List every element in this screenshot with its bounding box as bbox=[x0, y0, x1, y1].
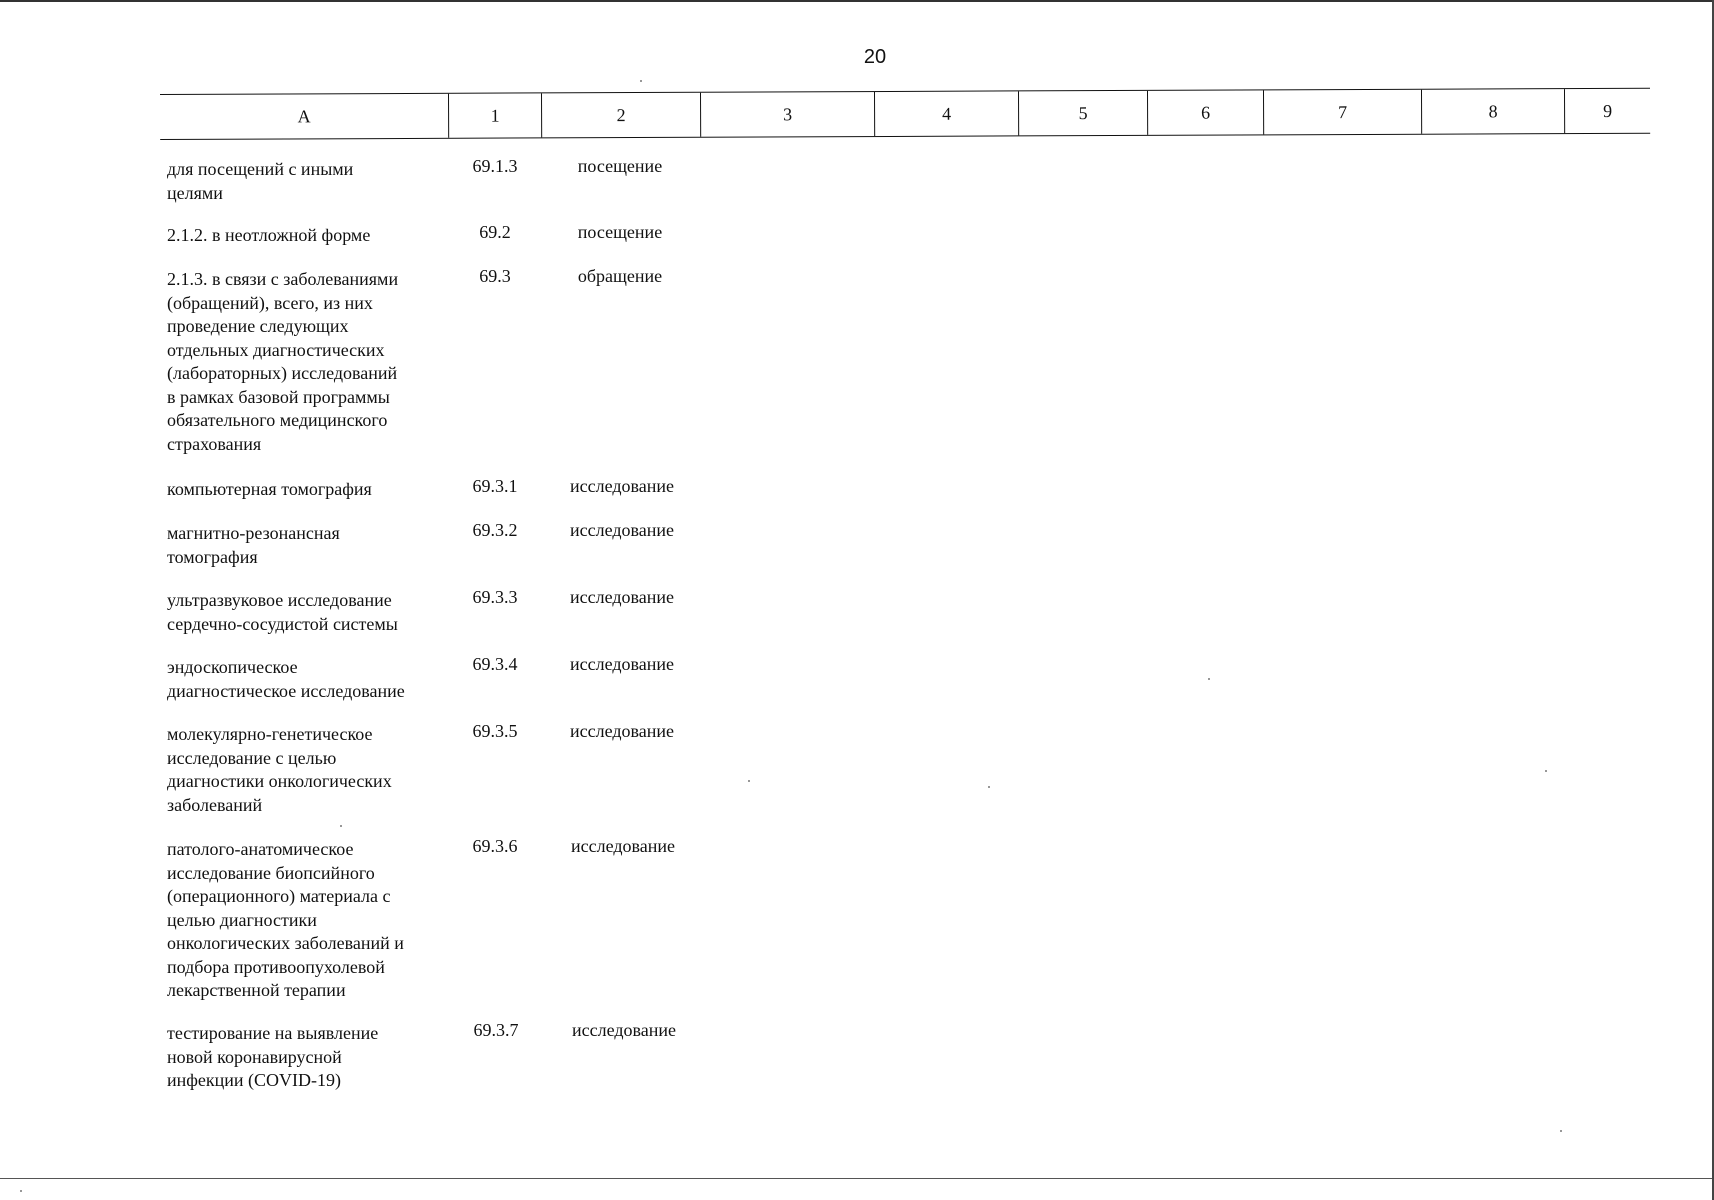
scan-edge-top bbox=[0, 0, 1714, 2]
row-name: патолого-анатомическое исследование биопсийного (операционного) материала с целью диагностики онкологических заболеваний и подбора противоопухолевой лекарственной терапии bbox=[167, 839, 404, 1000]
row-name: 2.1.3. в связи с заболеваниями (обращений), всего, из них проведение следующих отдельных диагностических (лабораторных) исследований в рамках базовой программы обязательного медицинского страхования bbox=[167, 269, 399, 454]
header-cell-9: 9 bbox=[1564, 89, 1650, 133]
scan-speck bbox=[340, 825, 342, 827]
row-name: магнитно-резонансная томография bbox=[167, 523, 340, 567]
scan-speck bbox=[1560, 1130, 1562, 1132]
row-name: тестирование на выявление новой коронавирусной инфекции (COVID-19) bbox=[167, 1023, 379, 1090]
header-cell-a: А bbox=[297, 106, 311, 127]
row-name: 2.1.2. в неотложной форме bbox=[167, 225, 371, 245]
header-cell-2: 2 bbox=[541, 93, 700, 138]
header-cell-3: 3 bbox=[700, 92, 874, 137]
row-unit: исследование bbox=[569, 587, 674, 607]
header-cell-8: 8 bbox=[1421, 89, 1564, 134]
scan-speck bbox=[1545, 770, 1547, 772]
row-name: компьютерная томография bbox=[167, 479, 372, 499]
scan-speck bbox=[20, 1190, 22, 1192]
row-code: 69.3.2 bbox=[472, 520, 518, 540]
row-unit: исследование bbox=[570, 836, 675, 856]
row-name: эндоскопическое диагностическое исследование bbox=[167, 657, 405, 701]
row-name: ультразвуковое исследование сердечно-сосудистой системы bbox=[167, 590, 398, 634]
header-cell-6: 6 bbox=[1147, 90, 1263, 134]
header-cell-4: 4 bbox=[874, 91, 1018, 136]
row-unit: исследование bbox=[571, 1020, 676, 1040]
row-code: 69.2 bbox=[479, 222, 511, 242]
row-unit: посещение bbox=[577, 156, 663, 176]
row-code: 69.3 bbox=[479, 266, 511, 286]
row-unit: обращение bbox=[577, 266, 663, 286]
scan-speck bbox=[988, 786, 990, 788]
page-number: 20 bbox=[863, 46, 887, 68]
header-cell-7: 7 bbox=[1263, 90, 1421, 135]
scan-edge-bottom bbox=[0, 1178, 1714, 1179]
row-unit: исследование bbox=[569, 520, 674, 540]
row-code: 69.3.1 bbox=[472, 476, 518, 496]
scan-speck bbox=[640, 80, 642, 82]
row-name: молекулярно-генетическое исследование с целью диагностики онкологических заболеваний bbox=[167, 724, 392, 815]
row-unit: исследование bbox=[569, 721, 674, 741]
scan-speck bbox=[748, 780, 750, 782]
row-unit: исследование bbox=[569, 654, 674, 674]
row-unit: исследование bbox=[569, 476, 674, 496]
table-header bbox=[160, 88, 1650, 140]
header-cell-5: 5 bbox=[1018, 91, 1147, 136]
row-code: 69.3.7 bbox=[473, 1020, 519, 1040]
row-code: 69.1.3 bbox=[472, 156, 518, 176]
row-code: 69.3.6 bbox=[472, 836, 518, 856]
scan-speck bbox=[1208, 678, 1210, 680]
header-cell-1: 1 bbox=[448, 93, 541, 137]
row-unit: посещение bbox=[577, 222, 663, 242]
row-code: 69.3.5 bbox=[472, 721, 518, 741]
row-code: 69.3.4 bbox=[472, 654, 518, 674]
row-code: 69.3.3 bbox=[472, 587, 518, 607]
row-name: для посещений с иными целями bbox=[167, 159, 354, 203]
